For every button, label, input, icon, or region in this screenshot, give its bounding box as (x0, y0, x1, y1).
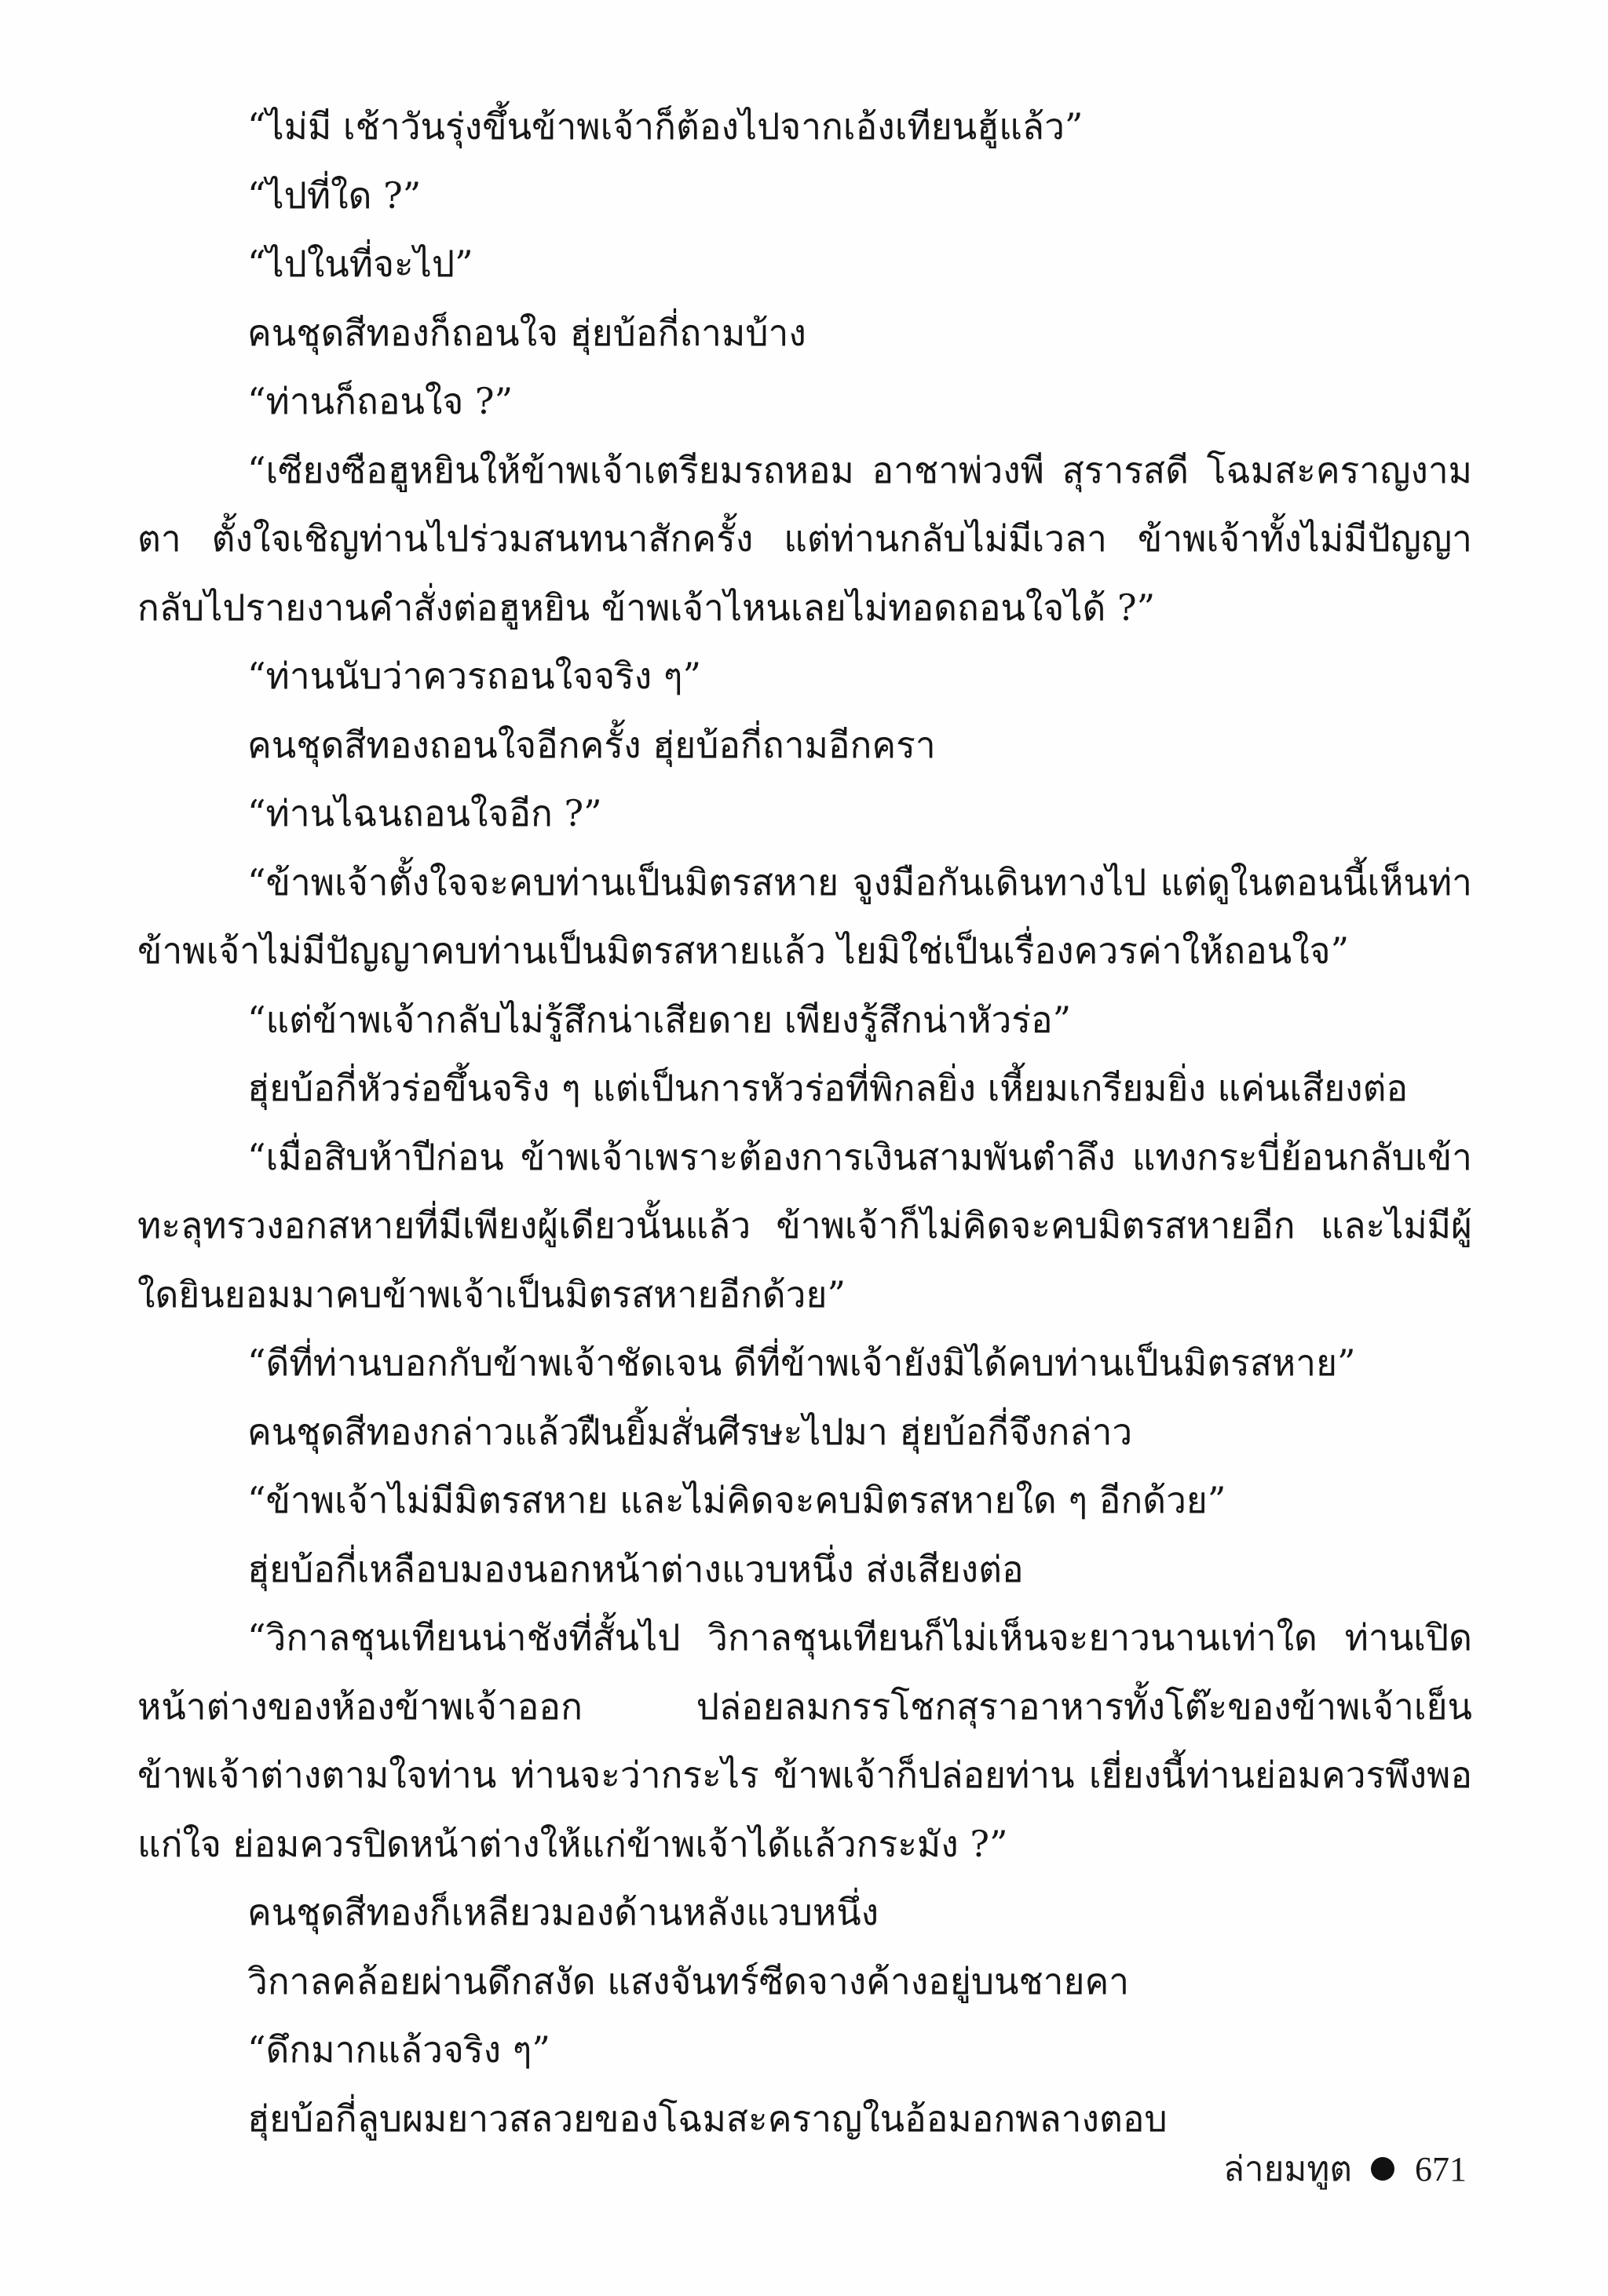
paragraph: “ข้าพเจ้าไม่มีมิตรสหาย และไม่คิดจะคบมิตรสหายใด ๆ อีกด้วย” (247, 1479, 1226, 1521)
paragraph: ฮุ่ยบ้อกี่หัวร่อขึ้นจริง ๆ แต่เป็นการหัวร่อที่พิกลยิ่ง เหี้ยมเกรียมยิ่ง แค่นเสียงต่อ (247, 1067, 1409, 1109)
bullet-dot-icon (1371, 2157, 1394, 2181)
paragraph: “ดึกมากแล้วจริง ๆ” (247, 2028, 550, 2071)
body-text (137, 93, 1472, 2153)
paragraph: คนชุดสีทองก็ถอนใจ ฮุ่ยบ้อกี่ถามบ้าง (247, 311, 806, 354)
paragraph: “ท่านไฉนถอนใจอีก ?” (247, 792, 602, 834)
paragraph: คนชุดสีทองกล่าวแล้วฝืนยิ้มสั่นศีรษะไปมา ฮุ่ยบ้อกี่จึงกล่าว (247, 1410, 1133, 1453)
paragraph: คนชุดสีทองก็เหลียวมองด้านหลังแวบหนึ่ง (247, 1891, 879, 1933)
running-book-title: ล่ายมทูต (1222, 2149, 1352, 2189)
page-number: 671 (1415, 2149, 1467, 2188)
paragraph: “เซียงซือฮูหยินให้ข้าพเจ้าเตรียมรถหอม อาชาพ่วงพี สุรารสดี โฉมสะคราญงามตา ตั้งใจเชิญท่านไปร่วมสนทนาสักครั้ง แต่ท่านกลับไม่มีเวลา ข้าพเจ้าทั้งไม่มีปัญญากลับไปรายงานคำสั่งต่อฮูหยิน ข้าพเจ้าไหนเลยไม่ทอดถอนใจได้ ?” (137, 448, 1472, 629)
paragraph: “ท่านก็ถอนใจ ?” (247, 380, 513, 422)
paragraph: ฮุ่ยบ้อกี่เหลือบมองนอกหน้าต่างแวบหนึ่ง ส่งเสียงต่อ (247, 1547, 1024, 1590)
paragraph: “ข้าพเจ้าตั้งใจจะคบท่านเป็นมิตรสหาย จูงมือกันเดินทางไป แต่ดูในตอนนี้เห็นท่าข้าพเจ้าไม่มีปัญญาคบท่านเป็นมิตรสหายแล้ว ไยมิใช่เป็นเรื่องควรค่าให้ถอนใจ” (137, 860, 1472, 972)
paragraph: “ไม่มี เช้าวันรุ่งขึ้นข้าพเจ้าก็ต้องไปจากเอ้งเทียนฮู้แล้ว” (247, 105, 1084, 148)
paragraph: “ดีที่ท่านบอกกับข้าพเจ้าชัดเจน ดีที่ข้าพเจ้ายังมิได้คบท่านเป็นมิตรสหาย” (247, 1341, 1356, 1384)
paragraph: “แต่ข้าพเจ้ากลับไม่รู้สึกน่าเสียดาย เพียงรู้สึกน่าหัวร่อ” (247, 998, 1072, 1041)
paragraph: “ท่านนับว่าควรถอนใจจริง ๆ” (247, 655, 702, 697)
paragraph: “เมื่อสิบห้าปีก่อน ข้าพเจ้าเพราะต้องการเงินสามพันตำลึง แทงกระบี่ย้อนกลับเข้าทะลุทรวงอกสหายที่มีเพียงผู้เดียวนั้นแล้ว ข้าพเจ้าก็ไม่คิดจะคบมิตรสหายอีก และไม่มีผู้ใดยินยอมมาคบข้าพเจ้าเป็นมิตรสหายอีกด้วย” (137, 1135, 1472, 1316)
paragraph: คนชุดสีทองถอนใจอีกครั้ง ฮุ่ยบ้อกี่ถามอีกครา (247, 723, 936, 766)
paragraph: ฮุ่ยบ้อกี่ลูบผมยาวสลวยของโฉมสะคราญในอ้อมอกพลางตอบ (247, 2097, 1168, 2140)
paragraph: “วิกาลชุนเทียนน่าชังที่สั้นไป วิกาลชุนเทียนก็ไม่เห็นจะยาวนานเท่าใด ท่านเปิดหน้าต่างของห้องข้าพเจ้าออก ปล่อยลมกรรโชกสุราอาหารทั้งโต๊ะของข้าพเจ้าเย็นข้าพเจ้าต่างตามใจท่าน ท่านจะว่ากระไร ข้าพเจ้าก็ปล่อยท่าน เยี่ยงนี้ท่านย่อมควรพึงพอแก่ใจ ย่อมควรปิดหน้าต่างให้แก่ข้าพเจ้าได้แล้วกระมัง ?” (137, 1616, 1472, 1865)
paragraph: “ไปในที่จะไป” (247, 243, 473, 285)
paragraph: วิกาลคล้อยผ่านดึกสงัด แสงจันทร์ซีดจางค้างอยู่บนชายคา (247, 1959, 1130, 2002)
paragraph: “ไปที่ใด ?” (247, 173, 422, 217)
page-footer (1223, 2141, 1467, 2196)
